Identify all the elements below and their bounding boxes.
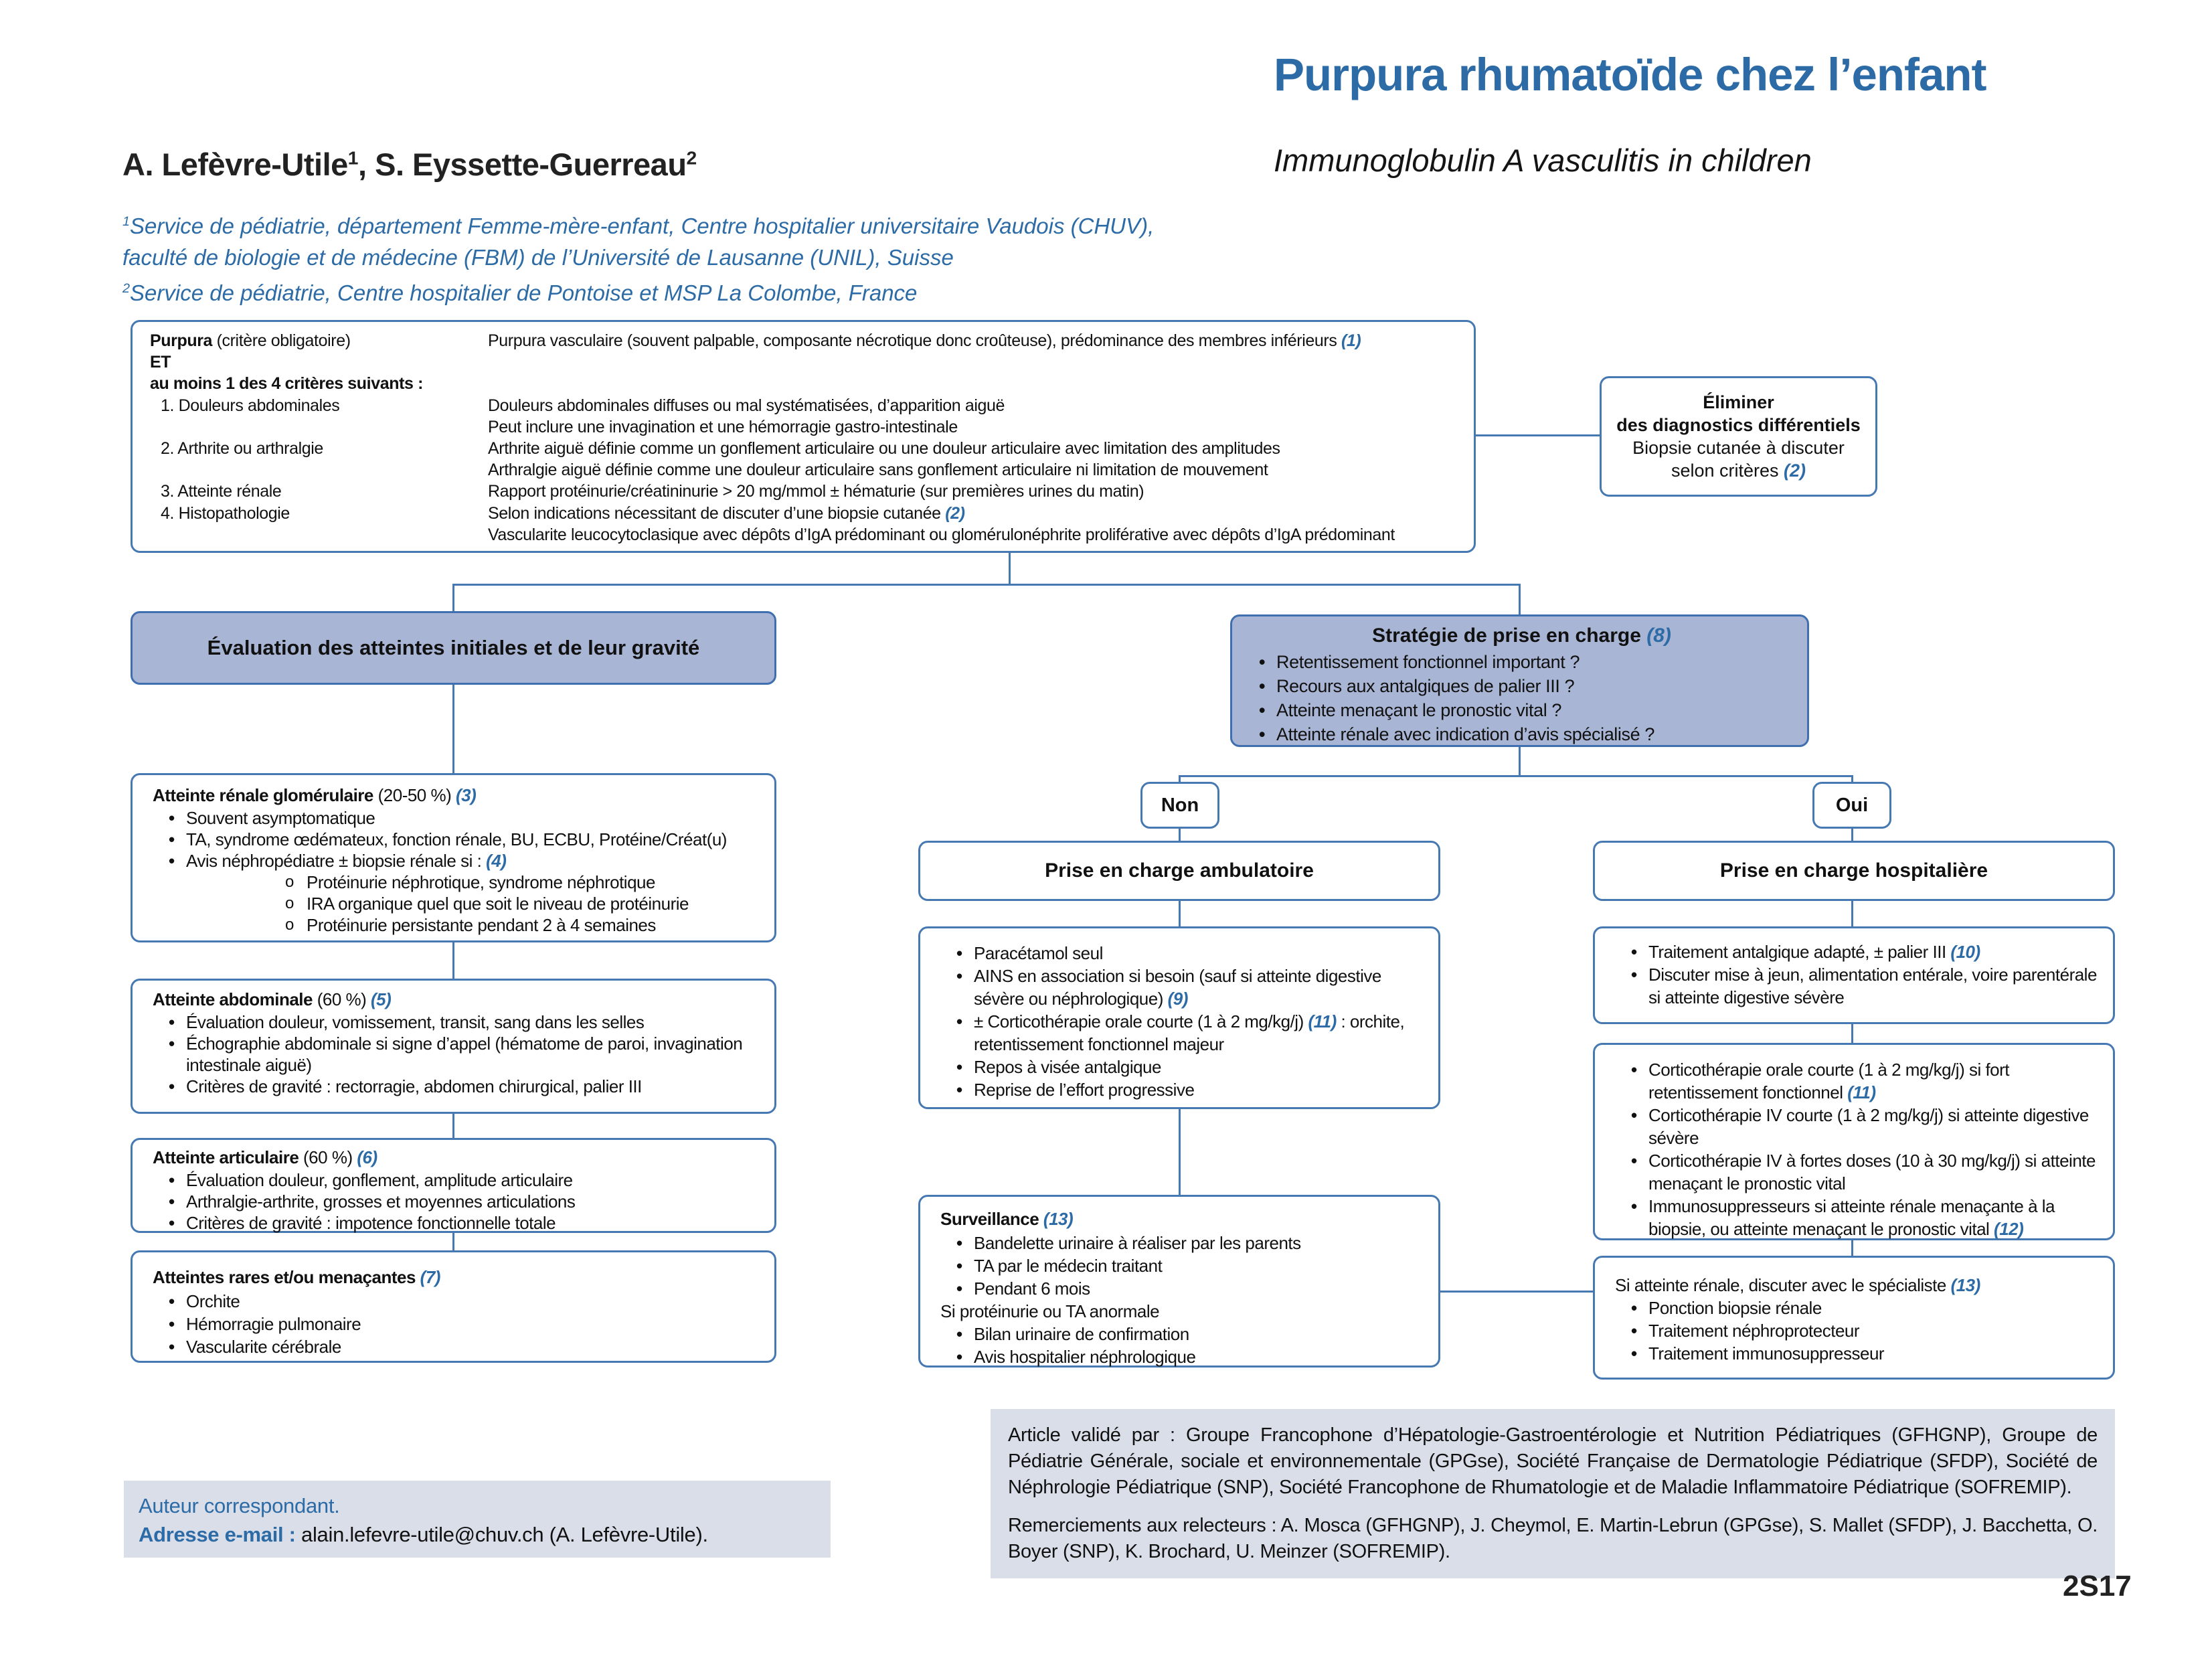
criteria-cell bbox=[488, 503, 1462, 524]
ref-number: (4) bbox=[486, 851, 507, 871]
bullet-text: ± Corticothérapie orale courte (1 à 2 mg/kg/j) bbox=[974, 1011, 1308, 1031]
connector-line bbox=[1179, 829, 1181, 841]
connector-line bbox=[1179, 775, 1181, 782]
connector-line bbox=[1179, 775, 1853, 777]
bullet-text: Critères de gravité : rectorragie, abdomen chirurgical, palier III bbox=[186, 1076, 642, 1096]
author-name: A. Lefèvre-Utile bbox=[122, 147, 348, 182]
email-line bbox=[139, 1520, 816, 1549]
ref-number: (11) bbox=[1847, 1082, 1876, 1102]
bullet-item bbox=[153, 1076, 765, 1097]
connector-line bbox=[1851, 901, 1853, 926]
superscript: 1 bbox=[122, 214, 131, 229]
email-label: Adresse e-mail : bbox=[139, 1523, 302, 1546]
criteria-term-note: (critère obligatoire) bbox=[212, 331, 351, 350]
bullet-item: • Recours aux antalgiques de palier III ? bbox=[1243, 674, 1800, 698]
bullet-item bbox=[153, 1212, 765, 1234]
box-content bbox=[133, 1140, 774, 1234]
connector-line bbox=[1851, 1238, 1853, 1256]
ref-number: (2) bbox=[945, 503, 965, 523]
box-title-text: Prise en charge hospitalière bbox=[1719, 859, 1988, 882]
box-title-text: Atteinte articulaire bbox=[153, 1147, 299, 1167]
bullet-item: • Retentissement fonctionnel important ? bbox=[1243, 650, 1800, 674]
box-title: Éliminer bbox=[1703, 392, 1774, 412]
affiliation-text: Service de pédiatrie, département Femme-mère-enfant, Centre hospitalier universitaire Vaudois (CHUV), bbox=[130, 214, 1155, 238]
condition-text: Si atteinte rénale, discuter avec le spécialiste bbox=[1615, 1275, 1951, 1295]
criteria-cell: Rapport protéinurie/créatininurie > 20 mg/mmol ± hématurie (sur premières urines du matin) bbox=[488, 482, 1144, 501]
bullet-text: Repos à visée antalgique bbox=[974, 1057, 1161, 1077]
criteria-cell: Douleurs abdominales diffuses ou mal systématisées, d’apparition aiguë bbox=[488, 396, 1005, 415]
box-text bbox=[1671, 459, 1806, 482]
bullet-item bbox=[153, 1033, 765, 1076]
decision-label: Oui bbox=[1835, 794, 1869, 816]
rare-involvement-box bbox=[131, 1250, 776, 1363]
criteria-cell: Vascularite leucocytoclasique avec dépôts d’IgA prédominant ou glomérulonéphrite proliférative avec dépôts d’IgA prédominant bbox=[488, 525, 1395, 544]
affiliation-line bbox=[122, 242, 1154, 273]
percentage: (60 %) bbox=[312, 989, 371, 1009]
author-separator: , bbox=[357, 147, 375, 182]
sub-bullet-item: o IRA organique quel que soit le niveau de protéinurie bbox=[153, 893, 765, 914]
connector-line bbox=[452, 942, 454, 979]
hospital-care-header bbox=[1593, 841, 2115, 901]
criteria-definition: Purpura vasculaire (souvent palpable, composante nécrotique donc croûteuse), prédominance des membres inférieurs bbox=[488, 331, 1341, 350]
bullet-text: Hémorragie pulmonaire bbox=[186, 1314, 361, 1334]
connector-line bbox=[452, 685, 454, 773]
bullet-text: Orchite bbox=[186, 1291, 240, 1311]
bullet-item bbox=[153, 829, 765, 850]
acknowledgements-text: Remerciements aux relecteurs : A. Mosca (GFHGNP), J. Cheymol, E. Martin-Lebrun (GPGse), S. Mallet (SFDP), J. Bacchetta, O. Boyer (SNP), K. Brochard, U. Meinzer (SOFREMIP). bbox=[1008, 1515, 2098, 1562]
connector-line bbox=[452, 1114, 454, 1138]
bullet-text: Vascularite cérébrale bbox=[186, 1337, 341, 1357]
abdominal-involvement-box bbox=[131, 979, 776, 1114]
ref-number: (13) bbox=[1043, 1209, 1074, 1229]
connector-line bbox=[452, 584, 1521, 586]
bullet-item bbox=[153, 807, 765, 829]
ref-number: (11) bbox=[1308, 1011, 1337, 1031]
box-content bbox=[920, 928, 1438, 1101]
criteria-term: Purpura bbox=[150, 331, 213, 350]
bullet-item bbox=[153, 1011, 765, 1033]
decision-label: Non bbox=[1161, 794, 1199, 816]
bullet-text: TA, syndrome œdémateux, fonction rénale, BU, ECBU, Protéine/Créat(u) bbox=[186, 829, 727, 849]
affiliation-text: faculté de biologie et de médecine (FBM) de l’Université de Lausanne (UNIL), Suisse bbox=[122, 245, 954, 270]
ref-number: (13) bbox=[1950, 1275, 1980, 1295]
bullet-text: AINS en association si besoin (sauf si atteinte digestive sévère ou néphrologique) bbox=[974, 966, 1381, 1009]
box-text: Biopsie cutanée à discuter bbox=[1632, 438, 1845, 458]
ref-number: (10) bbox=[1950, 942, 1980, 962]
criteria-cell bbox=[488, 351, 1462, 373]
bullet-text: Corticothérapie orale courte (1 à 2 mg/kg/j) si fort retentissement fonctionnel bbox=[1648, 1060, 2010, 1102]
ref-number: (3) bbox=[456, 785, 477, 805]
criteria-cell: au moins 1 des 4 critères suivants : bbox=[150, 374, 424, 394]
connector-line bbox=[1851, 1024, 1853, 1043]
affiliations bbox=[122, 206, 1154, 309]
renal-involvement-box bbox=[131, 773, 776, 942]
bullet-item bbox=[153, 1313, 765, 1335]
box-title-text: Atteinte abdominale bbox=[153, 989, 313, 1009]
criteria-cell: 4. Histopathologie bbox=[161, 503, 290, 523]
box-content bbox=[1595, 928, 2113, 1009]
bullet-item: • Pendant 6 mois bbox=[940, 1277, 1430, 1300]
bullet-text: Avis néphropédiatre ± biopsie rénale si : bbox=[186, 851, 487, 871]
superscript: 2 bbox=[122, 281, 131, 296]
affiliation-text: Service de pédiatrie, Centre hospitalier de Pontoise et MSP La Colombe, France bbox=[130, 280, 918, 305]
ref-number: (8) bbox=[1646, 625, 1671, 647]
bullet-item bbox=[940, 1056, 1430, 1078]
bullet-item: • Bandelette urinaire à réaliser par les parents bbox=[940, 1232, 1430, 1254]
superscript: 2 bbox=[686, 147, 697, 169]
box-title: des diagnostics différentiels bbox=[1616, 415, 1861, 435]
bullet-item bbox=[1615, 1104, 2105, 1149]
criteria-cell bbox=[150, 524, 488, 546]
connector-line bbox=[1519, 584, 1521, 614]
corresponding-author-label: Auteur correspondant. bbox=[139, 1494, 340, 1517]
ambulatory-care-header bbox=[918, 841, 1440, 901]
criteria-cell bbox=[150, 459, 488, 481]
criteria-grid bbox=[133, 322, 1474, 552]
bullet-text: Arthralgie-arthrite, grosses et moyennes articulations bbox=[186, 1191, 576, 1212]
bullet-item: • Atteinte rénale avec indication d’avis spécialisé ? bbox=[1243, 722, 1800, 746]
ref-number: (12) bbox=[1994, 1219, 2024, 1239]
criteria-cell: Arthrite aiguë définie comme un gonflement articulaire ou une douleur articulaire avec limitation des amplitudes bbox=[488, 439, 1280, 459]
bullet-item: • Atteinte menaçant le pronostic vital ? bbox=[1243, 698, 1800, 722]
bullet-item: • Avis hospitalier néphrologique bbox=[940, 1345, 1430, 1368]
bullet-text: Immunosuppresseurs si atteinte rénale menaçante à la biopsie, ou atteinte menaçant le pronostic vital bbox=[1648, 1196, 2055, 1239]
page-number: 2S17 bbox=[2063, 1570, 2132, 1602]
criteria-box bbox=[131, 320, 1476, 553]
bullet-item bbox=[153, 850, 765, 872]
bullet-item bbox=[1615, 1058, 2105, 1104]
box-title-text: Atteinte rénale glomérulaire bbox=[153, 785, 373, 805]
decision-yes-box bbox=[1812, 782, 1891, 829]
box-title-text: Prise en charge ambulatoire bbox=[1045, 859, 1314, 882]
connector-line bbox=[1519, 747, 1521, 775]
bullet-item: • Traitement néphroprotecteur bbox=[1615, 1319, 2105, 1342]
bullet-text: Corticothérapie IV courte (1 à 2 mg/kg/j) si atteinte digestive sévère bbox=[1648, 1105, 2089, 1148]
joint-involvement-box bbox=[131, 1138, 776, 1233]
connector-line bbox=[1179, 901, 1181, 926]
author-name: S. Eyssette-Guerreau bbox=[375, 147, 687, 182]
bullet-text: Évaluation douleur, gonflement, amplitude articulaire bbox=[186, 1170, 573, 1190]
criteria-cell bbox=[150, 416, 488, 438]
bullet-item bbox=[940, 942, 1430, 965]
bullet-text: Reprise de l’effort progressive bbox=[974, 1080, 1195, 1100]
sub-bullet-item: o Protéinurie néphrotique, syndrome néphrotique bbox=[153, 872, 765, 893]
bullet-text: Corticothérapie IV à fortes doses (10 à 30 mg/kg/j) si atteinte menaçant le pronostic vital bbox=[1648, 1151, 2096, 1193]
bullet-item bbox=[1615, 963, 2105, 1009]
strategy-box bbox=[1230, 614, 1809, 747]
condition-text: Si protéinurie ou TA anormale bbox=[940, 1301, 1160, 1321]
page-title: Purpura rhumatoïde chez l’enfant bbox=[1274, 49, 1986, 100]
connector-line bbox=[452, 584, 454, 611]
criteria-definition: Selon indications nécessitant de discuter d’une biopsie cutanée bbox=[488, 503, 946, 523]
connector-line bbox=[1009, 553, 1011, 584]
validation-note bbox=[991, 1409, 2115, 1578]
connector-line bbox=[1440, 1291, 1593, 1293]
box-title: Évaluation des atteintes initiales et de leur gravité bbox=[207, 636, 700, 659]
bullet-text: Discuter mise à jeun, alimentation entérale, voire parentérale si atteinte digestive sévère bbox=[1648, 965, 2097, 1007]
box-title-text: Atteintes rares et/ou menaçantes bbox=[153, 1267, 420, 1287]
connector-line bbox=[1476, 434, 1600, 436]
bullet-item bbox=[1615, 1149, 2105, 1195]
bullet-text: Critères de gravité : impotence fonctionnelle totale bbox=[186, 1213, 556, 1233]
ref-number: (1) bbox=[1341, 331, 1361, 350]
criteria-cell bbox=[488, 330, 1462, 351]
criteria-cell bbox=[150, 330, 488, 351]
box-title bbox=[940, 1208, 1430, 1230]
box-title bbox=[1243, 625, 1800, 647]
hospital-analgesia-box bbox=[1593, 926, 2115, 1024]
renal-specialist-box bbox=[1593, 1256, 2115, 1380]
box-content bbox=[133, 981, 774, 1097]
bullet-text: Échographie abdominale si signe d’appel (hématome de paroi, invagination intestinale aiguë) bbox=[186, 1033, 743, 1075]
connector-line bbox=[1851, 829, 1853, 841]
ref-number: (7) bbox=[420, 1267, 440, 1287]
box-title bbox=[153, 784, 765, 806]
bullet-item: • Traitement immunosuppresseur bbox=[1615, 1342, 2105, 1365]
ref-number: (9) bbox=[1167, 989, 1188, 1009]
box-text: selon critères bbox=[1671, 461, 1784, 481]
box-title bbox=[153, 1266, 765, 1289]
connector-line bbox=[1179, 1109, 1181, 1195]
differential-diagnosis-box bbox=[1600, 376, 1877, 497]
bullet-text: Paracétamol seul bbox=[974, 943, 1103, 963]
bullet-item: • TA par le médecin traitant bbox=[940, 1254, 1430, 1277]
ambulatory-treatment-box bbox=[918, 926, 1440, 1109]
hospital-corticosteroid-box bbox=[1593, 1043, 2115, 1240]
box-content bbox=[133, 1252, 774, 1358]
box-title bbox=[153, 989, 765, 1010]
criteria-cell bbox=[488, 373, 1462, 394]
superscript: 1 bbox=[347, 147, 358, 169]
criteria-cell: 3. Atteinte rénale bbox=[161, 482, 282, 501]
criteria-cell: ET bbox=[150, 353, 171, 372]
bullet-item bbox=[1615, 1195, 2105, 1240]
condition-text bbox=[1615, 1274, 2105, 1297]
bullet-item: • Bilan urinaire de confirmation bbox=[940, 1323, 1430, 1345]
validated-by-text: Article validé par : Groupe Francophone d’Hépatologie-Gastroentérologie et Nutrition Pédiatriques (GFHGNP), Groupe de Pédiatrie Générale, sociale et environnementale (GPGse), Société Française de Dermatologie Pédiatrique (SFDP), Société de Néphrologie Pédiatrique (SNP), Société Francophone de Rhumatologie et de Maladie Inflammatoire Pédiatrique (SOFREMIP). bbox=[1008, 1424, 2098, 1498]
criteria-cell: Arthralgie aiguë définie comme une douleur articulaire sans gonflement articulaire ni limitation de mouvement bbox=[488, 461, 1268, 480]
box-content bbox=[133, 775, 774, 936]
criteria-cell: 1. Douleurs abdominales bbox=[161, 396, 340, 415]
box-title bbox=[153, 1147, 765, 1168]
bullet-text: : orchite, retentissement fonctionnel majeur bbox=[974, 1011, 1405, 1054]
page-subtitle: Immunoglobulin A vasculitis in children bbox=[1274, 143, 1812, 178]
authors-line bbox=[122, 146, 697, 183]
strategy-list bbox=[1243, 650, 1800, 746]
ref-number: (6) bbox=[357, 1147, 377, 1167]
decision-no-box bbox=[1140, 782, 1219, 829]
bullet-item: • Ponction biopsie rénale bbox=[1615, 1297, 2105, 1319]
surveillance-box bbox=[918, 1195, 1440, 1368]
box-content bbox=[920, 1197, 1438, 1368]
bullet-item bbox=[940, 1078, 1430, 1101]
connector-line bbox=[1851, 775, 1853, 782]
box-title-text: Surveillance bbox=[940, 1209, 1043, 1229]
box-title-text: Stratégie de prise en charge bbox=[1372, 625, 1647, 647]
bullet-item bbox=[153, 1169, 765, 1191]
affiliation-line bbox=[122, 206, 1154, 242]
bullet-item bbox=[940, 965, 1430, 1010]
percentage: (20-50 %) bbox=[373, 785, 456, 805]
ref-number: (5) bbox=[371, 989, 392, 1009]
bullet-item bbox=[1615, 940, 2105, 963]
bullet-item bbox=[153, 1290, 765, 1313]
criteria-cell: 2. Arthrite ou arthralgie bbox=[161, 439, 323, 459]
bullet-text: Souvent asymptomatique bbox=[186, 808, 375, 828]
bullet-item bbox=[153, 1191, 765, 1212]
percentage: (60 %) bbox=[299, 1147, 357, 1167]
email-address: alain.lefevre-utile@chuv.ch (A. Lefèvre-Utile). bbox=[301, 1523, 708, 1546]
affiliation-line bbox=[122, 273, 1154, 309]
corresponding-author-block bbox=[124, 1481, 831, 1558]
sub-bullet-item: o Protéinurie persistante pendant 2 à 4 semaines bbox=[153, 914, 765, 936]
bullet-item bbox=[940, 1010, 1430, 1056]
criteria-cell: Peut inclure une invagination et une hémorragie gastro-intestinale bbox=[488, 417, 958, 436]
bullet-text: Traitement antalgique adapté, ± palier III bbox=[1648, 942, 1951, 962]
evaluation-box bbox=[131, 611, 776, 685]
box-content bbox=[1595, 1045, 2113, 1240]
box-content bbox=[1595, 1258, 2113, 1365]
bullet-item bbox=[153, 1335, 765, 1358]
ref-number: (2) bbox=[1784, 461, 1806, 481]
bullet-text: Évaluation douleur, vomissement, transit, sang dans les selles bbox=[186, 1012, 645, 1032]
connector-line bbox=[452, 1233, 454, 1250]
